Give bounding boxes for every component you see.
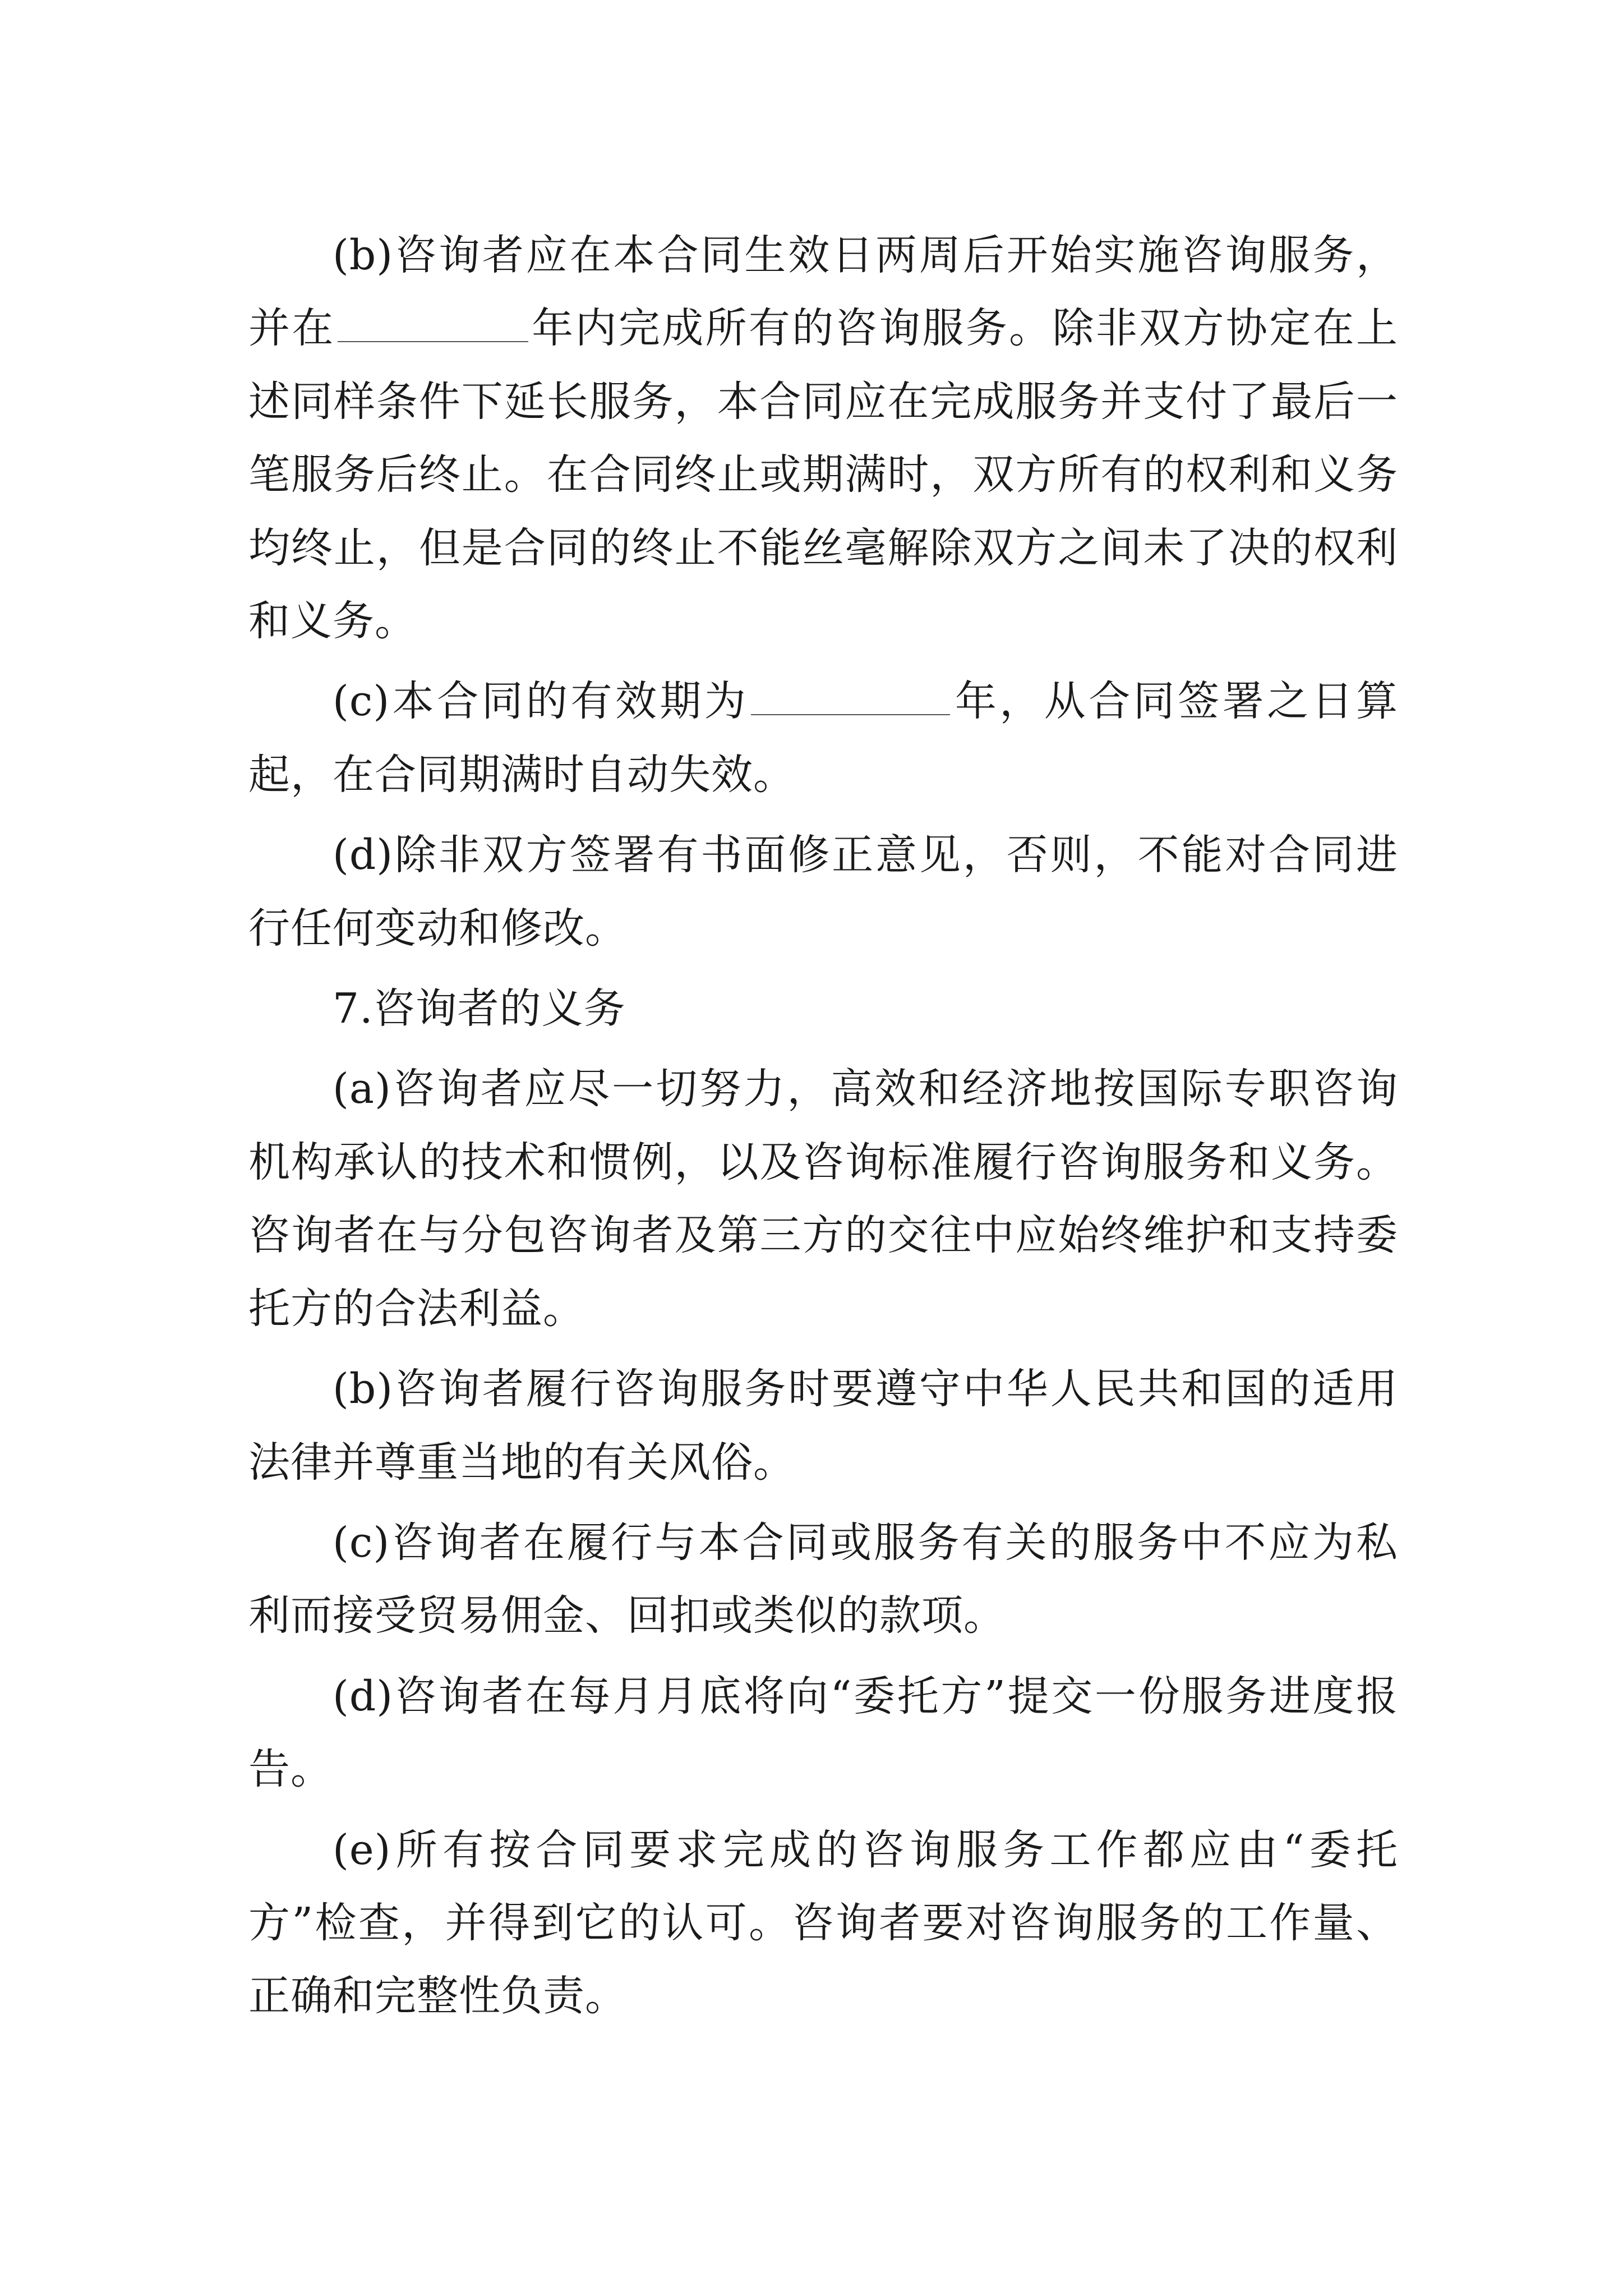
clause-7e: (e)所有按合同要求完成的咨询服务工作都应由“委托方”检查，并得到它的认可。咨询者要对咨询服务的工作量、正确和完整性负责。 [248,1825,1398,2021]
clause-7b: (b)咨询者履行咨询服务时要遵守中华人民共和国的适用法律并尊重当地的有关风俗。 [248,1365,1398,1487]
clause-6b [248,219,1398,657]
clause-7a: (a)咨询者应尽一切努力，高效和经济地按国际专职咨询机构承认的技术和惯例，以及咨询标准履行咨询服务和义务。咨询者在与分包咨询者及第三方的交往中应始终维护和支持委托方的合法利益。 [248,1065,1398,1333]
clause-7d: (d)咨询者在每月月底将向“委托方”提交一份服务进度报告。 [248,1672,1398,1794]
clause-6c-text-before: (c)本合同的有效期为 [333,677,749,726]
clause-6b-text-before: (b)咨询者应在本合同生效日两周后开始实施咨询服务，并在 [248,231,1398,353]
clause-6c-text-after: 年，从合同签署之日算起，在合同期满时自动失效。 [248,677,1398,799]
clause-6c [248,665,1398,811]
clause-6b-text-after: 年内完成所有的咨询服务。除非双方协定在上述同样条件下延长服务，本合同应在完成服务并支付了最后一笔服务后终止。在合同终止或期满时，双方所有的权利和义务均终止，但是合同的终止不能丝毫解除双方之间未了决的权利和义务。 [248,304,1399,646]
section-heading-consultant-obligations: 7.咨询者的义务 [333,984,626,1033]
blank-validity-years [751,680,950,715]
blank-service-years [338,307,528,342]
document-page [248,219,1398,2040]
clause-7c: (c)咨询者在履行与本合同或服务有关的服务中不应为私利而接受贸易佣金、回扣或类似的款项。 [248,1518,1398,1640]
clause-6d: (d)除非双方签署有书面修正意见，否则，不能对合同进行任何变动和修改。 [248,831,1398,953]
